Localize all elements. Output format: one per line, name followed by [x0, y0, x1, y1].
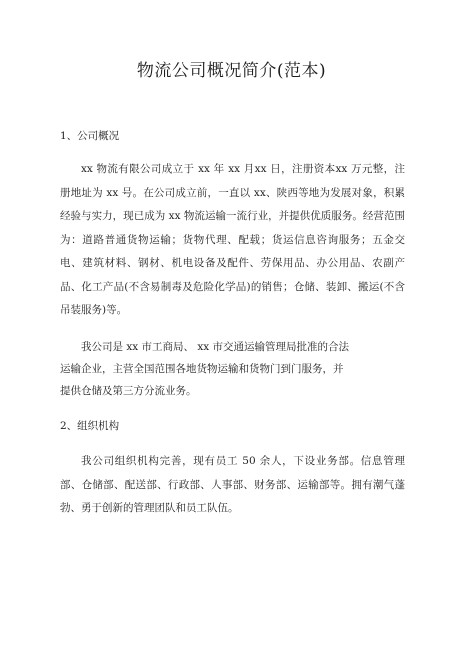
organization-paragraph: 我公司组织机构完善，现有员工 50 余人，下设业务部。信息管理部、仓储部、配送部、行政部、人事部、财务部、运输部等。拥有潮气蓬勃、勇于创新的管理团队和员工队伍。 — [60, 455, 405, 514]
section-heading-organization: 2、组织机构 — [60, 420, 120, 432]
paragraph-line: 我公司是 xx 市工商局、 xx 市交通运输管理局批准的合法 — [81, 341, 350, 353]
section-heading-company-overview: 1、公司概况 — [60, 130, 120, 142]
paragraph-line: 提供仓储及第三方分流业务。 — [60, 385, 197, 397]
company-overview-paragraph: xx 物流有限公司成立于 xx 年 xx 月xx 日，注册资本xx 万元整，注册地址为 xx 号。在公司成立前，一直以 xx、陕西等地为发展对象，积累经验与实力，现已成为 xx 物流运输一流行业，并提供优质服务。经营范围为：道路普通货物运输；货物代理、配载；货运信息咨询服务；五金交电、建筑材料、钢材、机电设备及配件、劳保用品、办公用品、农副产品、化工产品(不含易制毒及危险化学品)的销售；仓储、装卸、搬运(不含吊装服务)等。 — [60, 163, 405, 316]
company-license-paragraph — [60, 336, 390, 402]
document-title: 物流公司概况简介(范本) — [136, 61, 327, 81]
paragraph-line: 运输企业，主营全国范围各地货物运输和货物门到门服务，并 — [60, 363, 344, 375]
